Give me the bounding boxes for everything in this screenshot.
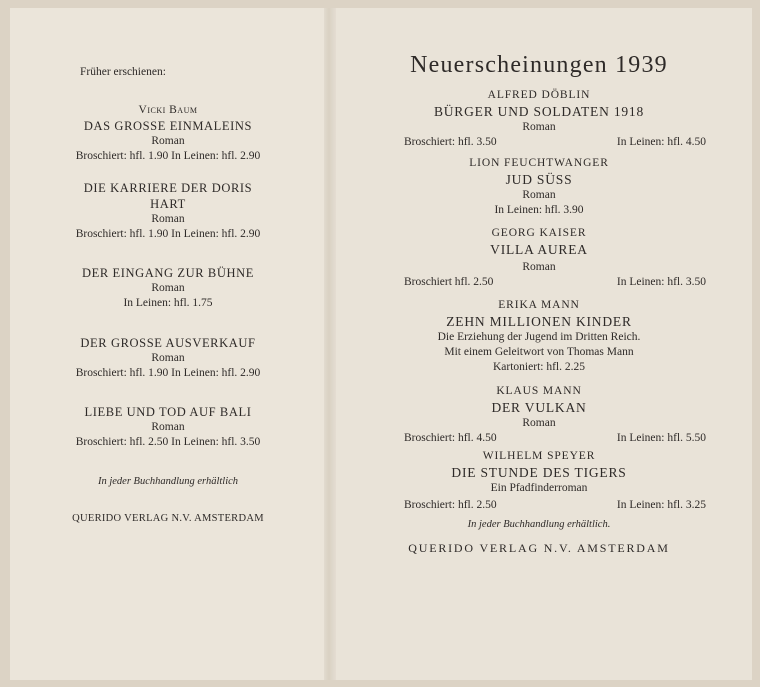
book-prices (326, 135, 752, 150)
book-title: DAS GROSSE EINMALEINS (83, 119, 253, 133)
book-genre: Roman (151, 213, 185, 225)
book-genre: Ein Pfadfinderroman (490, 482, 588, 494)
price-cloth: In Leinen: hfl. 4.50 (616, 136, 706, 148)
left-book-1 (10, 102, 326, 164)
book-price: Broschiert: hfl. 1.90 In Leinen: hfl. 2.90 (75, 367, 261, 379)
price-cloth: In Leinen: hfl. 3.25 (616, 499, 706, 511)
right-book-4 (326, 298, 752, 375)
book-author: GEORG KAISER (491, 227, 587, 239)
book-title: DIE STUNDE DES TIGERS (451, 465, 627, 480)
book-price: In Leinen: hfl. 1.75 (123, 297, 213, 309)
price-paperback: Broschiert: hfl. 2.50 (404, 499, 497, 511)
book-genre: Roman (522, 417, 556, 429)
book-price: In Leinen: hfl. 3.90 (494, 204, 584, 216)
book-title: DER GROSSE AUSVERKAUF (80, 336, 256, 350)
availability-note: In jeder Buchhandlung erhältlich (97, 476, 239, 487)
right-book-5 (326, 384, 752, 446)
price-paperback: Broschiert: hfl. 4.50 (404, 432, 497, 444)
leaflet-sheet (10, 8, 752, 680)
book-author: ERIKA MANN (498, 299, 580, 311)
left-book-2 (10, 180, 326, 242)
book-genre: Roman (522, 261, 556, 273)
book-genre: Roman (522, 189, 556, 201)
book-title: JUD SÜSS (505, 172, 573, 187)
right-book-1 (326, 88, 752, 150)
publisher-name: QUERIDO VERLAG N.V. AMSTERDAM (72, 513, 264, 524)
book-price: Kartoniert: hfl. 2.25 (493, 361, 585, 373)
book-prices (326, 275, 752, 290)
book-title: LIEBE UND TOD AUF BALI (84, 405, 252, 419)
price-paperback: Broschiert hfl. 2.50 (404, 276, 494, 288)
publisher-name: QUERIDO VERLAG N.V. AMSTERDAM (408, 541, 670, 555)
page-title: Neuerscheinungen 1939 (410, 52, 668, 78)
book-price: Broschiert: hfl. 1.90 In Leinen: hfl. 2.90 (75, 150, 261, 162)
book-title: BÜRGER UND SOLDATEN 1918 (433, 104, 645, 119)
right-book-2 (326, 156, 752, 218)
left-book-3 (10, 265, 326, 311)
book-prices (326, 431, 752, 446)
price-paperback: Broschiert: hfl. 3.50 (404, 136, 497, 148)
price-cloth: In Leinen: hfl. 3.50 (616, 276, 706, 288)
book-genre: Roman (522, 121, 556, 133)
book-genre: Roman (151, 421, 185, 433)
book-genre: Roman (151, 282, 185, 294)
left-book-5 (10, 404, 326, 450)
right-book-6 (326, 449, 752, 513)
book-price: Broschiert: hfl. 1.90 In Leinen: hfl. 2.90 (75, 228, 261, 240)
availability-note: In jeder Buchhandlung erhältlich. (467, 519, 611, 530)
book-author: Vicki Baum (138, 104, 198, 116)
left-book-4 (10, 335, 326, 381)
book-title-line2: HART (150, 197, 186, 211)
book-price: Broschiert: hfl. 2.50 In Leinen: hfl. 3.50 (75, 436, 261, 448)
book-foreword: Mit einem Geleitwort von Thomas Mann (444, 346, 634, 358)
book-genre: Roman (151, 352, 185, 364)
book-author: WILHELM SPEYER (482, 450, 596, 462)
book-title: VILLA AUREA (490, 242, 588, 257)
book-title: DER VULKAN (491, 400, 587, 415)
book-title: ZEHN MILLIONEN KINDER (446, 314, 632, 329)
book-author: ALFRED DÖBLIN (487, 89, 591, 101)
right-book-3 (326, 226, 752, 290)
price-cloth: In Leinen: hfl. 5.50 (616, 432, 706, 444)
book-prices (326, 498, 752, 513)
book-genre: Roman (151, 135, 185, 147)
book-title: DER EINGANG ZUR BÜHNE (82, 266, 254, 280)
book-subtitle: Die Erziehung der Jugend im Dritten Reich. (437, 331, 641, 343)
book-author: LION FEUCHTWANGER (469, 157, 609, 169)
earlier-published-heading: Früher erschienen: (80, 66, 166, 78)
book-title-line1: DIE KARRIERE DER DORIS (83, 181, 253, 195)
book-author: KLAUS MANN (496, 385, 582, 397)
